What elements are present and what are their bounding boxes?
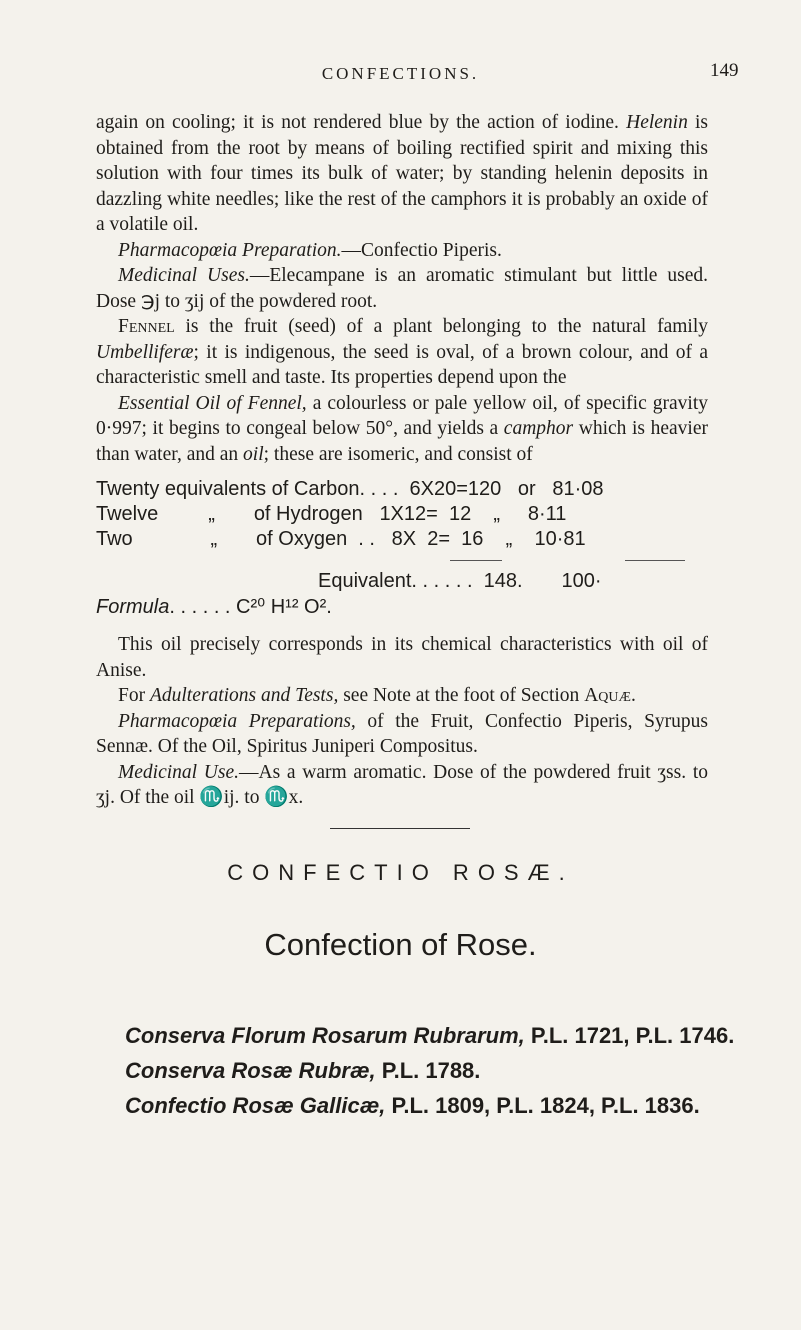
paragraph-fennel xyxy=(96,314,708,391)
page-number: 149 xyxy=(710,60,739,81)
paragraph-adulterations xyxy=(96,683,708,709)
text-run: This oil precisely corresponds in its chemical characteristics with oil of Anise. xyxy=(96,634,708,681)
term-umbelliferae: Umbelliferæ xyxy=(96,341,194,363)
heading-medicinal-uses: Medicinal Uses. xyxy=(118,265,250,286)
term-helenin: Helenin xyxy=(626,112,688,133)
formula-value: . . . . . . C²⁰ H¹² O². xyxy=(169,596,332,618)
heading-essential-oil: Essential Oil of Fennel, xyxy=(118,392,307,414)
text-run: is obtained from the root by means of boiling rectified spirit and mixing this solution with four times its bulk of water; by standing helenin deposits in dazzling white needles; like the rest of the camphors it is probably an oxide of a volatile oil. xyxy=(96,112,709,235)
term-aquae: Aquæ. xyxy=(584,685,636,706)
text-run: ; these are isomeric, and consist of xyxy=(263,443,533,465)
equivalents-row-hydrogen: Twelve „ of Hydrogen 1X12= 12 „ 8·11 xyxy=(96,503,567,525)
heading-medicinal-use: Medicinal Use. xyxy=(118,761,239,783)
text-run: For xyxy=(118,685,150,706)
heading-pharmacopoeia-preparations: Pharmacopœia Preparations, xyxy=(118,710,356,732)
formula-label: Formula xyxy=(96,596,170,618)
text-run: of the Fruit, Confectio Piperis, Syrupus Sennæ. Of the Oil, Spiritus Juniperi Compositus. xyxy=(96,710,708,757)
sum-rule-right xyxy=(625,560,685,561)
text-run: which is heavier than water, and an xyxy=(96,418,708,465)
sum-rule-left xyxy=(450,560,502,561)
text-run: a colourless or pale yellow oil, of specific gravity 0·997; it begins to congeal below 50°, and yields a xyxy=(96,392,708,439)
synonym-item xyxy=(125,1088,745,1123)
text-run: see Note at the foot of Section xyxy=(338,685,585,706)
term-camphor: camphor xyxy=(503,418,574,439)
heading-pharmacopoeia-preparation: Pharmacopœia Preparation. xyxy=(118,239,342,261)
equivalents-row-carbon: Twenty equivalents of Carbon. . . . 6X20=120 or 81·08 xyxy=(96,478,604,500)
synonym-item xyxy=(125,1053,745,1088)
heading-adulterations: Adulterations and Tests, xyxy=(149,685,339,706)
paragraph-medicinal-use xyxy=(96,760,708,811)
paragraph-medicinal-uses xyxy=(96,263,708,314)
text-run: —Elecampane is an aromatic stimulant but little used. Dose ℈j to ʒij of the powdered root. xyxy=(96,265,708,312)
synonym-name: Conserva Rosæ Rubræ, xyxy=(125,1058,376,1083)
equivalent-total: Equivalent. . . . . . 148. 100· xyxy=(318,570,602,592)
paragraph-helenin xyxy=(96,110,708,238)
synonym-name: Confectio Rosæ Gallicæ, xyxy=(125,1093,386,1118)
equivalents-row-oxygen: Two „ of Oxygen . . 8X 2= 16 „ 10·81 xyxy=(96,528,586,550)
body-text-block-2 xyxy=(96,632,708,811)
synonym-name: Conserva Florum Rosarum Rubrarum, xyxy=(125,1023,525,1048)
synonym-list xyxy=(125,1018,745,1123)
synonym-ref: P.L. 1788. xyxy=(375,1058,481,1083)
text-run: again on cooling; it is not rendered blue by the action of iodine. xyxy=(96,112,619,133)
synonym-item xyxy=(125,1018,745,1053)
section-subheading: Confection of Rose. xyxy=(264,927,537,962)
section-divider xyxy=(330,828,470,829)
section-heading: CONFECTIO ROSÆ. xyxy=(227,860,574,885)
synonym-ref: P.L. 1721, P.L. 1746. xyxy=(524,1023,735,1048)
formula-line xyxy=(96,594,332,619)
text-run: ; it is indigenous, the seed is oval, of a brown colour, and of a characteristic smell and taste. Its properties depend upon the xyxy=(96,341,708,388)
paragraph-anise xyxy=(96,632,708,683)
body-text-block-1 xyxy=(96,110,708,467)
text-run: —As a warm aromatic. Dose of the powdered fruit ʒss. to ʒj. Of the oil ♏ij. to ♏x. xyxy=(96,761,708,808)
paragraph-pharmacopoeia-preparations xyxy=(96,709,708,760)
term-oil: oil xyxy=(243,443,264,465)
text-run: —Confectio Piperis. xyxy=(341,239,502,261)
paragraph-pharmacopoeia xyxy=(96,238,708,264)
running-title: CONFECTIONS. xyxy=(321,64,480,83)
synonym-ref: P.L. 1809, P.L. 1824, P.L. 1836. xyxy=(385,1093,700,1118)
term-fennel: Fennel xyxy=(118,316,175,337)
text-run: is the fruit (seed) of a plant belonging to the natural family xyxy=(174,316,708,337)
paragraph-essential-oil xyxy=(96,391,708,468)
